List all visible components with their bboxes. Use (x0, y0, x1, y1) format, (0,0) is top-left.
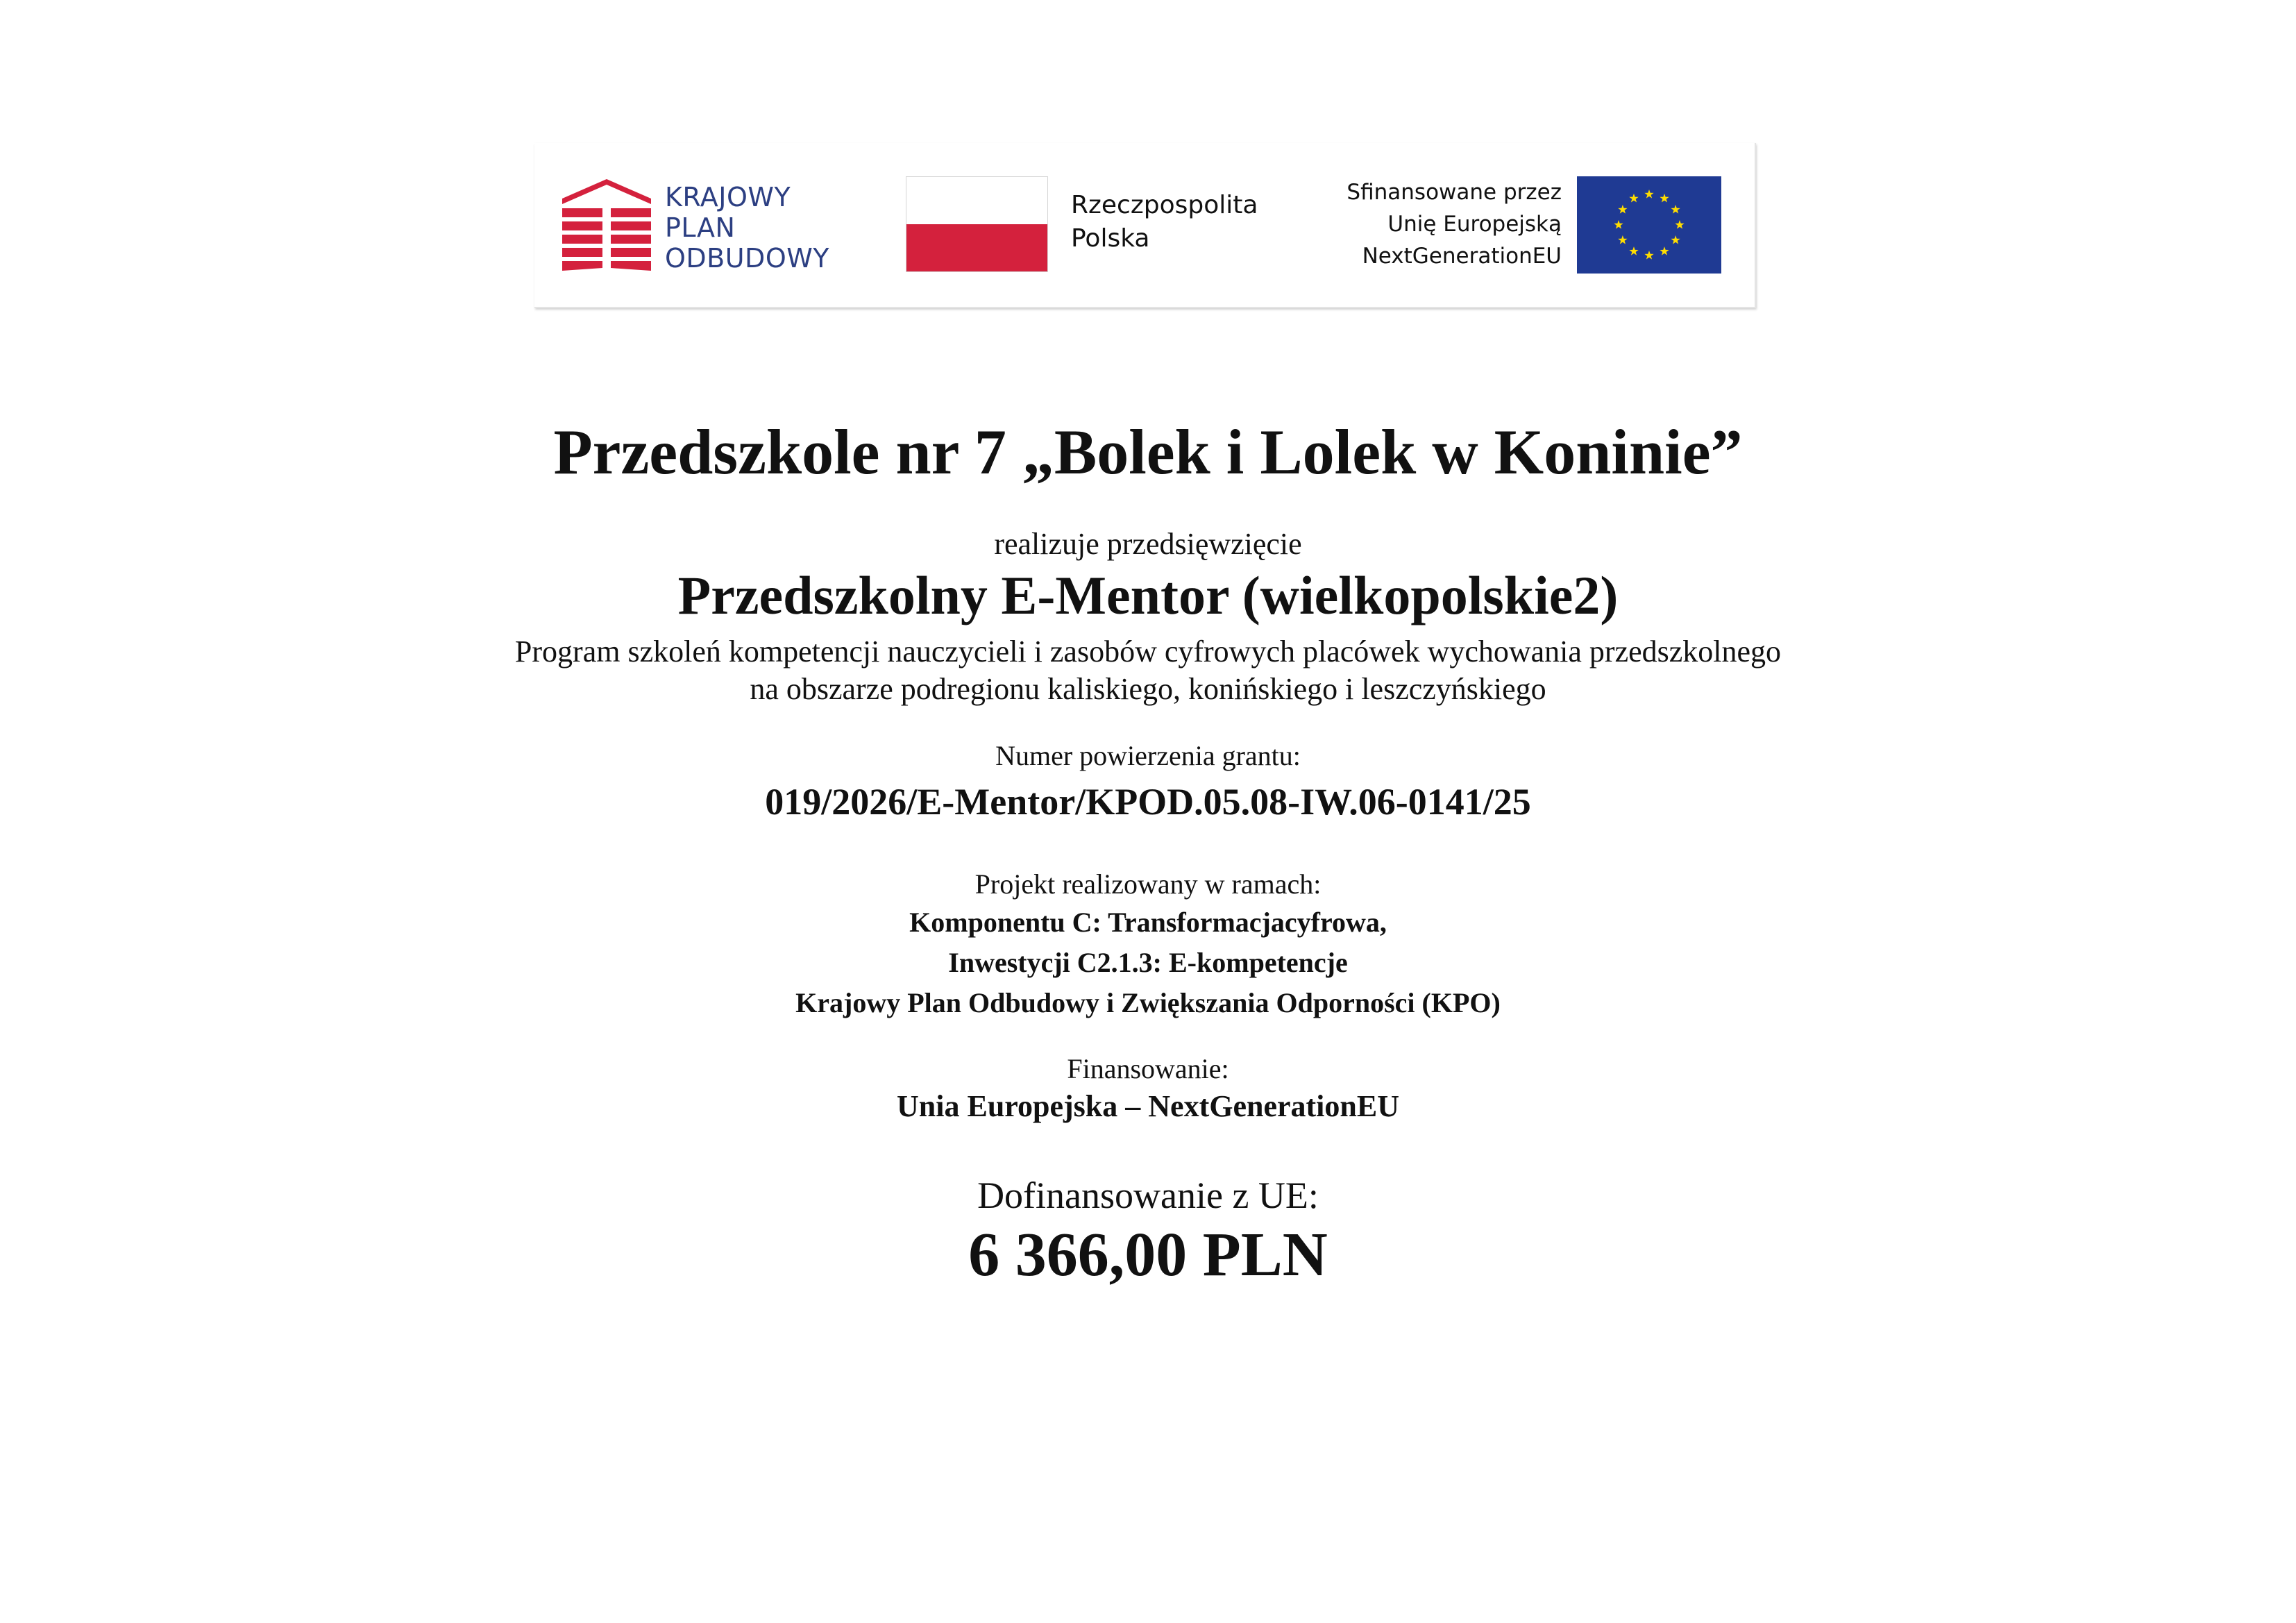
kpo-line: ODBUDOWY (665, 243, 830, 274)
poland-flag-white (906, 177, 1047, 224)
kpo-logo-text (665, 182, 873, 274)
eu-line: Sfinansowane przez (1347, 180, 1562, 205)
eu-line: Unię Europejską (1387, 212, 1562, 237)
grant-label: Numer powierzenia grantu: (995, 740, 1301, 771)
eu-flag-icon (1577, 176, 1721, 274)
eu-logo-text (1347, 176, 1562, 272)
financing-value: Unia Europejska – NextGenerationEU (897, 1089, 1399, 1123)
cofinancing-label: Dofinansowanie z UE: (977, 1175, 1319, 1216)
kpo-line: PLAN (665, 212, 736, 243)
document-body (0, 414, 2296, 1291)
framework-label: Projekt realizowany w ramach: (974, 868, 1322, 900)
cofinancing-amount: 6 366,00 PLN (968, 1220, 1328, 1289)
page-title: Przedszkole nr 7 „Bolek i Lolek w Koninie” (553, 417, 1743, 487)
poland-logo-text (1071, 189, 1258, 255)
framework-line: Inwestycji C2.1.3: E-kompetencje (948, 947, 1348, 978)
project-name: Przedszkolny E-Mentor (wielkopolskie2) (677, 565, 1619, 625)
poland-line: Polska (1071, 224, 1150, 253)
description-line: na obszarze podregionu kaliskiego, konińskiego i leszczyńskiego (750, 672, 1546, 706)
project-description (0, 633, 2296, 708)
eu-line: NextGenerationEU (1362, 244, 1562, 269)
description-line: Program szkoleń kompetencji nauczycieli i zasobów cyfrowych placówek wychowania przedszkolnego (514, 634, 1782, 668)
grant-number: 019/2026/E-Mentor/KPOD.05.08-IW.06-0141/25 (765, 781, 1531, 823)
financing-label: Finansowanie: (1067, 1053, 1229, 1084)
framework-line: Komponentu C: Transformacjacyfrowa, (909, 907, 1387, 938)
poland-line: Rzeczpospolita (1071, 191, 1258, 219)
poland-flag-icon (906, 176, 1048, 272)
logo-strip (534, 143, 1756, 308)
intro-text: realizuje przedsięwzięcie (994, 527, 1302, 561)
kpo-logo-icon (562, 175, 651, 272)
poland-flag-red (906, 224, 1047, 271)
framework-line: Krajowy Plan Odbudowy i Zwiększania Odporności (KPO) (795, 987, 1501, 1018)
kpo-line: KRAJOWY (665, 182, 791, 212)
